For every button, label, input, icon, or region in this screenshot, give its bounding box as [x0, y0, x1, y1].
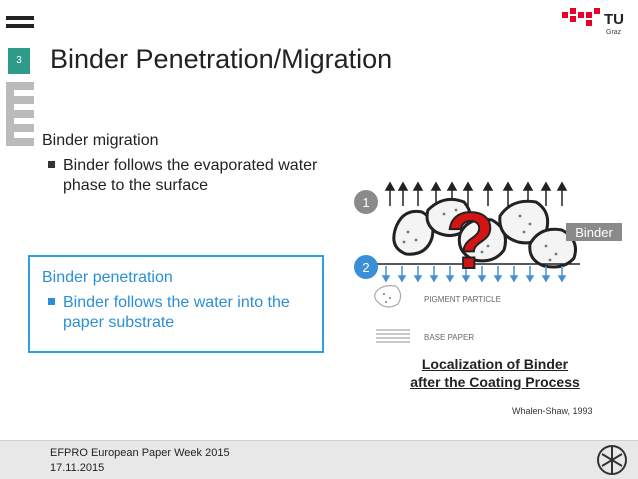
base-paper-legend-label: BASE PAPER: [424, 333, 475, 342]
penetration-box: [28, 255, 324, 353]
migration-bullet-text: Binder follows the evaporated water phase to the surface: [63, 157, 318, 194]
caption-line-2: after the Coating Process: [410, 374, 580, 390]
ipz-logo: [4, 12, 36, 152]
caption-line-1: Localization of Binder: [421, 356, 569, 372]
diagram-caption: [370, 355, 620, 391]
svg-text:1: 1: [362, 195, 370, 210]
bullet-square-icon: [48, 298, 55, 305]
coating-diagram: [340, 180, 630, 380]
tu-logo-main-text: TU: [604, 11, 624, 28]
bullet-square-icon: [48, 161, 55, 168]
svg-text:?: ?: [446, 196, 495, 285]
footer-event: EFPRO European Paper Week 2015: [50, 447, 230, 459]
pigment-legend-label: PIGMENT PARTICLE: [424, 295, 501, 304]
efpro-emblem-icon: [596, 444, 628, 476]
pigment-legend: [375, 286, 501, 307]
binder-label: [566, 223, 622, 241]
svg-text:Binder: Binder: [575, 225, 613, 240]
slide-number: 3: [8, 48, 30, 74]
question-mark-icon: [446, 196, 495, 285]
migration-heading: Binder migration: [42, 132, 159, 149]
left-brand-bar: [0, 0, 40, 440]
footer-bar: [0, 440, 638, 479]
svg-text:2: 2: [362, 260, 370, 275]
penetration-bullet-text: Binder follows the water into the paper substrate: [63, 294, 290, 331]
badge-1: [354, 190, 378, 214]
base-paper-legend: [376, 330, 474, 342]
badge-2: [354, 255, 378, 279]
page-title: Binder Penetration/Migration: [50, 44, 393, 74]
tu-logo-sub-text: Graz: [606, 29, 622, 36]
penetration-bullet: [48, 293, 318, 333]
tu-graz-logo: [560, 6, 630, 38]
migration-bullet: [48, 156, 318, 196]
citation: Whalen-Shaw, 1993: [512, 406, 593, 416]
footer-date: 17.11.2015: [50, 462, 105, 474]
penetration-heading: Binder penetration: [42, 269, 173, 286]
